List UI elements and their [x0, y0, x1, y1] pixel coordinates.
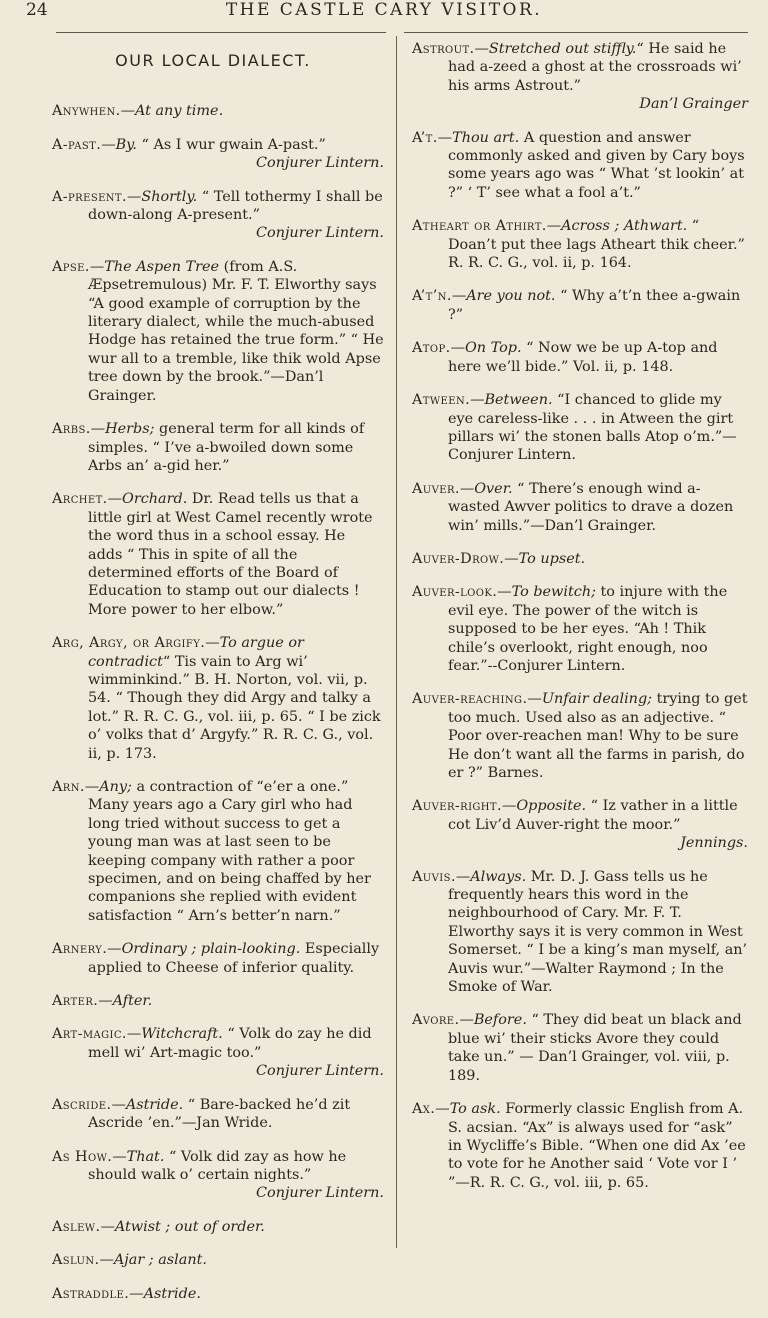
entry-text: Mr. D. J. Gass tells us he frequently hears this word in the neighbourhood of Cary. Mr. F. T. Elworthy says it is very common in West Somerset. “ I be a king’s man myself, an’ Auvis wur.”—Walter Raymond ; In the Smoke of War. — [448, 868, 748, 996]
dialect-entry — [412, 40, 748, 114]
entry-definition: —Are you not. — [451, 288, 556, 305]
dialect-entry — [52, 188, 384, 243]
dialect-entry — [52, 1285, 384, 1303]
dialect-entry — [52, 1251, 384, 1269]
entry-source: Conjurer Lintern. — [256, 225, 384, 242]
entry-headword: Auver-reaching. — [412, 691, 528, 708]
dialect-entry — [52, 634, 384, 763]
entry-source: Conjurer Lintern. — [256, 155, 384, 172]
entry-text: “ Tell tothermy I shall be down-along A-present.” — [88, 188, 383, 224]
entry-headword: Aslew. — [52, 1218, 101, 1235]
entry-definition: —To argue or contradict — [88, 635, 304, 670]
entry-headword: Art-magic. — [52, 1026, 127, 1043]
entry-text: “ Iz vather in a little cot Liv’d Auver-right the moor.” — [448, 798, 738, 833]
entry-definition: —Herbs; — [90, 421, 155, 438]
dialect-entry — [412, 287, 748, 324]
entry-source: Dan’l Grainger — [639, 96, 748, 113]
dialect-entry — [412, 480, 748, 535]
column-divider — [396, 36, 397, 1248]
section-title: OUR LOCAL DIALECT. — [115, 51, 311, 70]
entry-headword: Atween. — [412, 392, 471, 409]
dialect-entry — [52, 992, 384, 1010]
page-number: 24 — [26, 0, 48, 20]
entry-text: a contraction of “e’er a one.” Many years ago a Cary girl who had long tried without success to get a young man was at last seen to be keeping company with rather a poor specimen, and on being chaffed by her companions she replied with evident satisfaction “ Arn’s better’n narn.” — [88, 779, 371, 924]
entry-headword: Auvis. — [412, 868, 456, 885]
running-header: THE CASTLE CARY VISITOR. — [225, 0, 543, 20]
entry-headword: Astrout. — [412, 41, 475, 57]
dialect-entry — [412, 391, 748, 465]
entry-text: Especially applied to Cheese of inferior quality. — [88, 941, 380, 976]
right-column — [412, 40, 748, 1207]
entry-text: “ Volk do zay he did mell wi’ Art-magic too.” — [88, 1026, 372, 1061]
entry-definition: —Thou art. — [437, 129, 520, 146]
entry-headword: Auver-right. — [412, 798, 502, 815]
entry-definition: —Any; — [84, 779, 132, 795]
entry-definition: —After. — [98, 993, 153, 1010]
entry-headword: Arbs. — [52, 421, 91, 438]
dialect-entry — [412, 217, 748, 272]
entry-definition: —Always. — [455, 868, 527, 885]
entry-headword: Anywhen. — [52, 103, 121, 120]
entry-text: “ Why a’t’n thee a-gwain ?” — [448, 288, 741, 323]
entry-text: Formerly classic English from A. S. acsian. “Ax” is always used for “ask” in Wycliffe’s Bible. “When one did Ax ’ee to vote for he Another said ‘ Vote vor I ’ ”—R. R. C. G., vol. iii, p. 65. — [448, 1101, 746, 1191]
entry-headword: As How. — [52, 1148, 113, 1165]
entry-text: “ There’s enough wind a-wasted Awver politics to drave a dozen win’ mills.”—Dan’l Grainger. — [448, 480, 734, 534]
entry-source: Conjurer Lintern. — [256, 1063, 384, 1080]
entry-definition: —To upset. — [504, 550, 586, 567]
dialect-entry — [412, 690, 748, 782]
entry-headword: Avore. — [412, 1012, 460, 1029]
right-entry-list — [412, 40, 748, 1192]
entry-definition: —At any time. — [120, 103, 224, 120]
entry-text: “ Doan’t put thee lags Atheart thik cheer.” R. R. C. G., vol. ii, p. 164. — [448, 218, 745, 272]
entry-headword: Arter. — [52, 993, 99, 1010]
dialect-entry — [412, 583, 748, 675]
entry-definition: —Witchcraft. — [126, 1026, 223, 1043]
dialect-entry — [52, 420, 384, 475]
dialect-entry — [412, 550, 748, 568]
entry-definition: —To ask. — [435, 1101, 501, 1118]
entry-headword: Arnery. — [52, 941, 108, 958]
entry-source: Jennings. — [680, 835, 748, 852]
entry-definition: —Over. — [459, 480, 513, 497]
dialect-entry — [412, 797, 748, 852]
dialect-entry — [52, 1148, 384, 1203]
entry-headword: Arg, Argy, or Argify. — [52, 635, 206, 652]
entry-text: “ He said he had a-zeed a ghost at the crossroads wi’ his arms Astrout.” — [448, 41, 742, 94]
entry-headword: A-present. — [52, 188, 127, 205]
entry-definition: —Unfair dealing; — [527, 691, 653, 708]
entry-definition: —The Aspen Tree — [89, 258, 220, 275]
dialect-entry — [52, 1218, 384, 1236]
entry-text: Dr. Read tells us that a little girl at West Camel recently wrote the word thus in a school essay. He adds “ This in spite of all the determined efforts of the Board of Education to stamp out our dialects ! More power to her elbow.” — [88, 491, 373, 618]
header-rule-right — [404, 32, 748, 33]
entry-headword: Aslun. — [52, 1252, 100, 1269]
dialect-entry — [412, 868, 748, 997]
entry-headword: A’t. — [412, 129, 438, 146]
dialect-entry — [52, 1025, 384, 1080]
entry-text: “ As I wur gwain A-past.” — [136, 136, 326, 153]
entry-text: “ Now we be up A-top and here we’ll bide.” Vol. ii, p. 148. — [448, 340, 718, 375]
left-column — [52, 40, 384, 1318]
dialect-entry — [412, 339, 748, 376]
entry-definition: —That. — [112, 1148, 165, 1165]
dialect-entry — [52, 1096, 384, 1133]
entry-text: (from A.S. Æpsetremulous) Mr. F. T. Elworthy says “A good example of corruption by the literary dialect, while the much-abused Hodge has retained the true form.” “ He wur all to a tremble, like thik wold Apse tree down by the brook.”—Dan’l Grainger. — [88, 258, 384, 404]
dialect-entry — [52, 136, 384, 173]
entry-text: general term for all kinds of simples. “ I’ve a-bwoiled down some Arbs an’ a-gid her.” — [88, 421, 365, 474]
entry-text: to injure with the evil eye. The power of the witch is supposed to be her eyes. “Ah ! Thik chile’s overlookt, right enough, noo fear.”--Conjurer Lintern. — [448, 584, 728, 674]
entry-definition: —Before. — [459, 1012, 527, 1029]
entry-definition: —Shortly. — [126, 188, 198, 205]
dialect-entry — [412, 1100, 748, 1192]
entry-headword: A-past. — [52, 136, 102, 153]
entry-headword: Archet. — [52, 491, 108, 508]
entry-definition: —On Top. — [450, 340, 522, 357]
entry-text: “ Bare-backed he’d zit Ascride ’en.”—Jan Wride. — [88, 1096, 351, 1132]
entry-headword: Ax. — [412, 1101, 436, 1118]
entry-definition: —Ajar ; aslant. — [99, 1252, 207, 1269]
entry-headword: Astraddle. — [52, 1285, 130, 1302]
entry-definition: —Stretched out stiffly. — [474, 41, 637, 57]
entry-headword: Apse. — [52, 258, 90, 275]
entry-headword: Arn. — [52, 779, 85, 795]
entry-definition: —By. — [101, 136, 137, 153]
entry-headword: Auver-look. — [412, 584, 498, 601]
entry-headword: A’t’n. — [412, 288, 452, 305]
entry-definition: —Astride. — [111, 1096, 184, 1113]
dialect-entry — [52, 490, 384, 619]
entry-headword: Auver-Drow. — [412, 550, 505, 567]
dialect-entry — [52, 778, 384, 925]
entry-text: “I chanced to glide my eye careless-like . . . in Atween the girt pillars wi’ the stonen balls Atop o’m.”—Conjurer Lintern. — [448, 392, 737, 464]
entry-source: Conjurer Lintern. — [256, 1185, 384, 1202]
entry-text: “ Tis vain to Arg wi’ wimminkind.” B. H. Norton, vol. vii, p. 54. “ Though they did Argy and talky a lot.” R. R. C. G., vol. iii, p. 65. “ I be zick o’ volks that d’ Argyfy.” R. R. C. G., vol. ii, p. 173. — [88, 653, 381, 762]
entry-headword: Auver. — [412, 480, 460, 497]
entry-text: trying to get too much. Used also as an adjective. “ Poor over-reachen man! Why to be sure He don’t want all the farms in parish, do er ?” Barnes. — [448, 691, 748, 781]
entry-headword: Atop. — [412, 340, 451, 357]
dialect-entry — [52, 940, 384, 977]
entry-definition: —Across ; Athwart. — [546, 218, 688, 235]
entry-definition: —To bewitch; — [497, 584, 596, 601]
dialect-entry — [412, 129, 748, 203]
dialect-entry — [52, 102, 384, 120]
entry-text: “ Volk did zay as how he should walk o’ certain nights.” — [88, 1148, 347, 1183]
left-entry-list — [52, 102, 384, 1303]
entry-text: A question and answer commonly asked and given by Cary boys some years ago was “ What ’st lookin’ at ?” ‘ T’ see what a fool a’t.” — [448, 129, 745, 201]
header-rule-left — [56, 32, 386, 33]
entry-definition: —Between. — [470, 392, 553, 409]
entry-definition: —Opposite. — [501, 798, 587, 815]
entry-definition: —Ordinary ; plain-looking. — [107, 941, 301, 958]
entry-text: “ They did beat un black and blue wi’ their sticks Avore they could take un.” — Dan’l Grainger, vol. viii, p. 189. — [448, 1012, 742, 1084]
dialect-entry — [52, 258, 384, 405]
entry-definition: —Atwist ; out of order. — [100, 1218, 265, 1235]
entry-headword: Ascride. — [52, 1096, 112, 1113]
entry-definition: —Orchard. — [107, 491, 188, 508]
entry-headword: Atheart or Athirt. — [412, 218, 547, 235]
entry-definition: —Astride. — [129, 1285, 201, 1302]
dialect-entry — [412, 1011, 748, 1085]
